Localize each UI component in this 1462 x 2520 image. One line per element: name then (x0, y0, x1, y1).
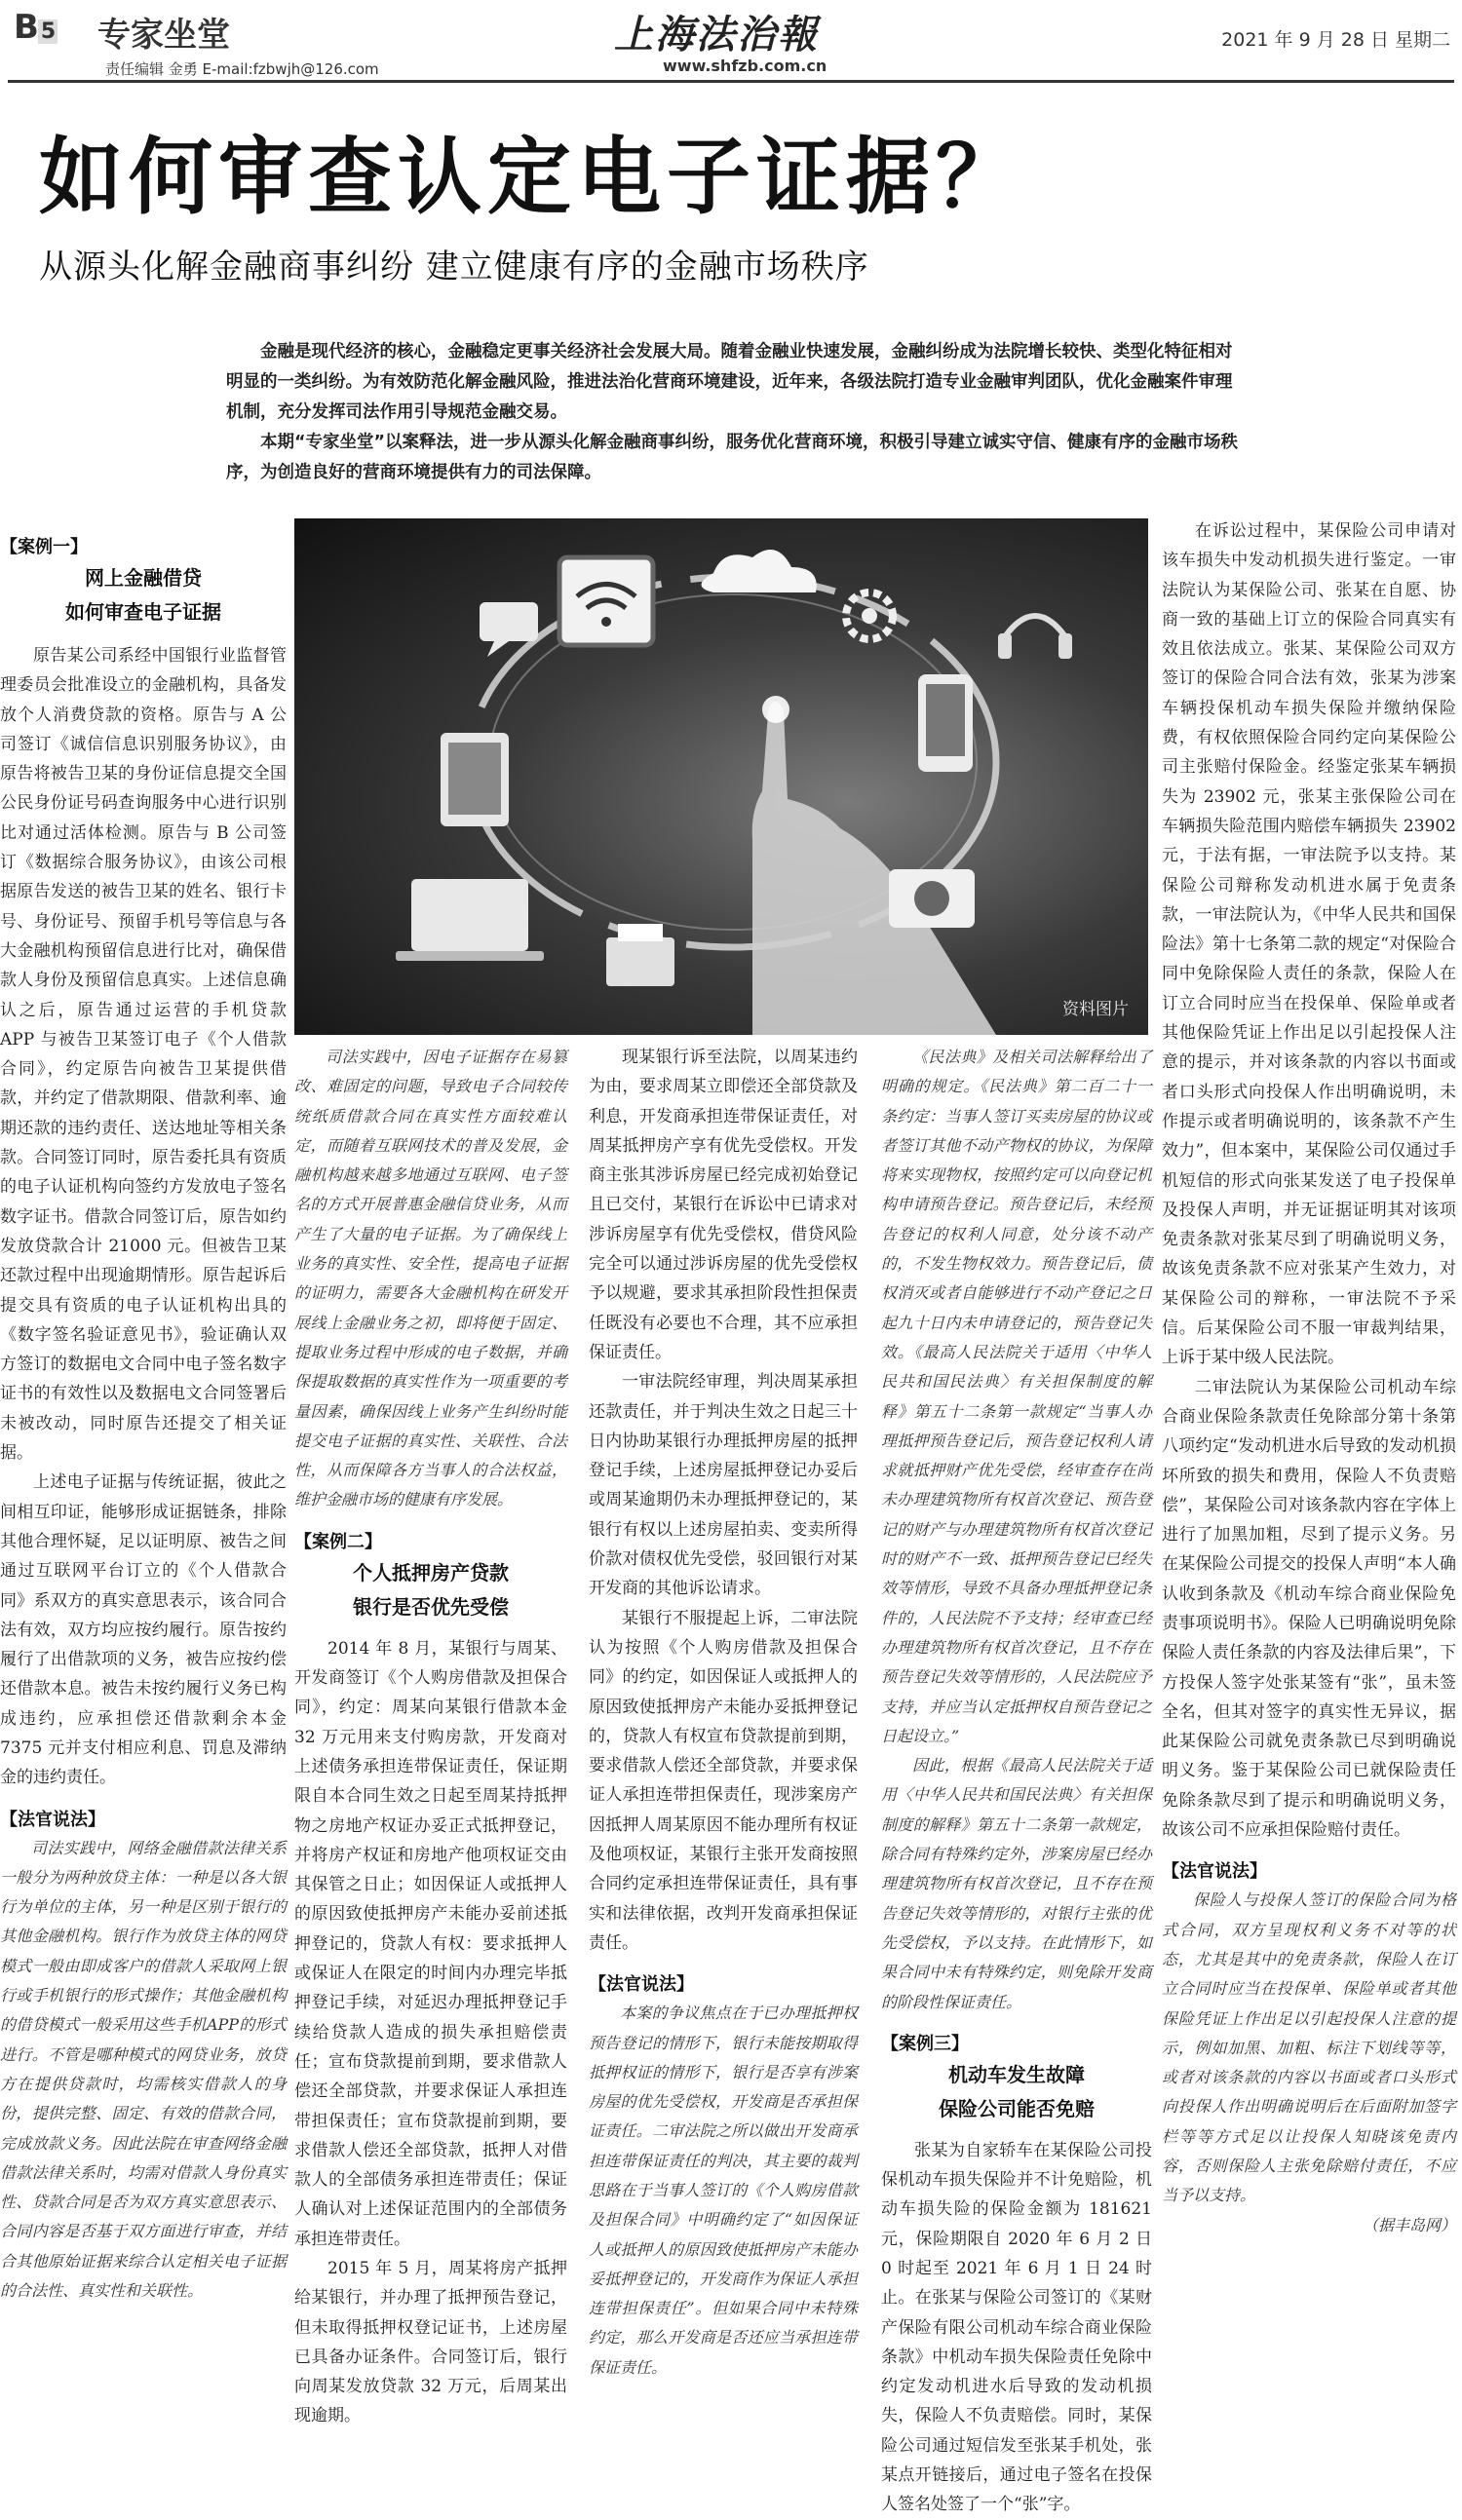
wifi-icon (559, 557, 653, 645)
case1-paragraph: 原告某公司系经中国银行业监督管理委员会批准设立的金融机构，具备发放个人消费贷款的资格。原告与 A 公司签订《诚信信息识别服务协议》，由原告将被告卫某的身份证信息提交全国公民身份证号码查询服务中心进行识别比对通过活体检测。原告与 B 公司签订《数据综合服务协议》，由该公司根据原告发送的被告卫某的姓名、银行卡号、身份证号、预留手机号等信息与各大金融机构预留信息进行比对，确保借款人身份及预留信息真实。上述信息确认之后，原告通过运营的手机贷款 APP 与被告卫某签订电子《个人借款合同》，约定原告向被告卫某提供借款，并约定了借款期限、借款利率、逾期还款的违约责任、送达地址等相关条款。合同签订同时，原告委托具有资质的电子认证机构向签约方发放电子签名数字证书。借款合同签订后，原告如约发放贷款合计 21000 元。但被告卫某还款过程中出现逾期情形。原告起诉后提交具有资质的电子认证机构出具的《数字签名验证意见书》，验证确认双方签订的数据电文合同中电子签名数字证书的有效性以及数据电文合同签署后未被改动，同时原告还提交了相关证据。 (0, 646, 287, 1464)
case2-body (294, 1634, 567, 2431)
subheadline: 从源头化解金融商事纠纷 建立健康有序的金融市场秩序 (39, 248, 869, 286)
editor-line: 责任编辑 金勇 E-mail:fzbwjh@126.com (105, 60, 379, 78)
case3-body-cont (1162, 516, 1456, 1845)
newspaper-url[interactable]: www.shfzb.com.cn (663, 57, 827, 75)
column-3 (589, 1043, 858, 2377)
note1-tag: 【法官说法】 (0, 1809, 105, 1830)
column-1 (0, 534, 287, 2301)
intro-paragraph: 本期“专家坐堂”以案释法，进一步从源头化解金融商事纠纷，服务优化营商环境，积极引导建立诚实守信、健康有序的金融市场秩序，为创造良好的营商环境提供有力的司法保障。 (226, 433, 1238, 482)
case3-title-line1: 机动车发生故障 (948, 2062, 1085, 2086)
column-2 (294, 1043, 567, 2426)
smartphone-icon (918, 674, 973, 772)
case2-paragraph: 一审法院经审理，判决周某承担还款责任，并于判决生效之日起三十日内协助某银行办理抵押房屋的抵押登记手续，上述房屋抵押登记办妥后或周某逾期仍未办理抵押登记的，某银行有权以上述房屋拍卖、变卖所得价款对债权优先受偿，驳回银行对某开发商的其他诉讼请求。 (589, 1372, 858, 1599)
case2-title-line1: 个人抵押房产贷款 (353, 1560, 509, 1585)
cloud-icon (702, 550, 817, 592)
page-number (14, 8, 58, 47)
case3-paragraph: 在诉讼过程中，某保险公司申请对该车损失中发动机损失进行鉴定。一审法院认为某保险公司、张某在自愿、协商一致的基础上订立的保险合同真实有效且依法成立。张某、某保险公司双方签订的保险合同合法有效，张某为涉案车辆投保机动车损失保险并缴纳保险费，有权依照保险合同约定向某保险公司主张赔付保险金。经鉴定张某车辆损失为 23902 元，张某主张保险公司在车辆损失险范围内赔偿车辆损失 23902 元，于法有据，一审法院予以支持。某保险公司辩称发动机进水属于免责条款，一审法院认为，《中华人民共和国保险法》第十七条第二款的规定“对保险合同中免除保险人责任的条款，保险人在订立合同时应当在投保单、保险单或者其他保险凭证上作出足以引起投保人注意的提示，并对该条款的内容以书面或者口头形式向投保人作出明确说明，未作提示或者明确说明的，该条款不产生效力”，但本案中，某保险公司仅通过手机短信的形式向张某发送了电子投保单及投保人声明，并无证据证明其对该项免责条款对张某尽到了明确说明义务，故该免责条款不应对张某产生效力，对某保险公司的辩称，一审法院不予采信。后某保险公司不服一审裁判结果，上诉于某中级人民法院。 (1162, 521, 1456, 1368)
photo-caption: 资料图片 (1062, 1000, 1129, 1019)
column-name: 专家坐堂 (97, 16, 230, 55)
note2-body-cont (881, 1043, 1152, 2017)
tablet-icon (441, 733, 509, 826)
printer-icon (606, 924, 674, 986)
note2-paragraph: 《民法典》及相关司法解释给出了明确的规定。《民法典》第二百二十一条约定：当事人签订买卖房屋的协议或者签订其他不动产物权的协议，为保障将来实现物权，按照约定可以向登记机构申请预告登记。预告登记后，未经预告登记的权利人同意，处分该不动产的，不发生物权效力。预告登记后，债权消灭或者自能够进行不动产登记之日起九十日内未申请登记的，预告登记失效。《最高人民法院关于适用〈中华人民共和国民法典〉有关担保制度的解释》第五十二条第一款规定“当事人办理抵押预告登记后，预告登记权利人请求就抵押财产优先受偿，经审查存在尚未办理建筑物所有权首次登记、预告登记的财产与办理建筑物所有权首次登记时的财产不一致、抵押预告登记已经失效等情形，导致不具备办理抵押登记条件的，人民法院不予支持；经审查已经办理建筑物所有权首次登记，且不存在预告登记失效等情形的，人民法院应予支持，并应当认定抵押权自预告登记之日起设立。” (881, 1048, 1152, 1745)
case2-title-line2: 银行是否优先受偿 (353, 1594, 509, 1619)
case2-paragraph: 现某银行诉至法院，以周某违约为由，要求周某立即偿还全部贷款及利息，开发商承担连带保证责任，对周某抵押房产享有优先受偿权。开发商主张其涉诉房屋已经完成初始登记且已交付，某银行在诉讼中已请求对涉诉房屋享有优先受偿权，借贷风险完全可以通过涉诉房屋的优先受偿权予以规避，要求其承担阶段性担保责任既没有必要也不合理，其不应承担保证责任。 (589, 1048, 858, 1362)
intro-paragraphs (226, 337, 1240, 488)
note3-byline: （据丰岛网） (1362, 2215, 1456, 2234)
case2-paragraph: 某银行不服提起上诉，二审法院认为按照《个人购房借款及担保合同》的约定，如因保证人或抵押人的原因致使抵押房产未能办妥抵押登记的，贷款人有权宣布贷款提前到期，要求借款人偿还全部贷款，并要求保证人承担连带担保责任，现涉案房产因抵押人周某原因不能办理所有权证及他项权证，某银行主张开发商按照合同约定承担连带保证责任，具有事实和法律依据，改判开发商承担保证责任。 (589, 1608, 858, 1953)
case1-tag: 【案例一】 (0, 537, 88, 557)
note2-paragraph: 因此，根据《最高人民法院关于适用〈中华人民共和国民法典〉有关担保制度的解释》第五十二条第一款规定，除合同有特殊约定外，涉案房屋已经办理建筑物所有权首次登记，且不存在预告登记失效等情形的，对银行主张的优先受偿权，予以支持。在此情形下，如果合同中未有特殊约定，则免除开发商的阶段性保证责任。 (881, 1756, 1152, 2011)
case1-body (0, 641, 287, 1793)
page-number-digit: 5 (38, 19, 58, 44)
note3-tag: 【法官说法】 (1162, 1861, 1267, 1883)
case3-paragraph: 张某为自家轿车在某保险公司投保机动车损失保险并不计免赔险，机动车损失险的保险金额为 181621 元，保险期限自 2020 年 6 月 2 日 0 时起至 2021 年 6 月 1 日 24 时止。在张某与保险公司签订的《某财产保险有限公司机动车综合商业保险条款》中机动车损失保险责任免除中约定发动机进水后导致的发动机损失，保险人不负责赔偿。同时，某保险公司通过短信发至张某手机处，张某点开链接后，通过电子签名在投保人签名处签了一个“张”字。 (881, 2140, 1152, 2515)
note1-paragraph: 司法实践中，网络金融借款法律关系一般分为两种放贷主体：一种是以各大银行为单位的主体，另一种是区别于银行的其他金融机构。银行作为放贷主体的网贷模式一般由即成客户的借款人采取网上银行或手机银行的形式操作；其他金融机构的借贷模式一般采用这些手机APP的形式进行。不管是哪种模式的网贷业务，放贷方在提供贷款时，均需核实借款人的身份，提供完整、固定、有效的借款合同，完成放款义务。因此法院在审查网络金融借款法律关系时，均需对借款人身份真实性、贷款合同是否为双方真实意思表示、合同内容是否基于双方面进行审查，并结合其他原始证据来综合认定相关电子证据的合法性、真实性和关联性。 (0, 1838, 287, 2301)
masthead-rule (8, 80, 1454, 83)
note3-paragraph: 保险人与投保人签订的保险合同为格式合同，双方呈现权利义务不对等的状态，尤其是其中的免责条款，保险人在订立合同时应当在投保单、保险单或者其他保险凭证上作出足以引起投保人注意的提示，例如加黑、加粗、标注下划线等等，或者对该条款的内容以书面或者口头形式向投保人作出明确说明后在后面附加签字栏等等方式足以让投保人知晓该免责内容，否则保险人主张免除赔付责任，不应当予以支持。 (1162, 1890, 1456, 2205)
intro-paragraph: 金融是现代经济的核心，金融稳定更事关经济社会发展大局。随着金融业快速发展，金融纠纷成为法院增长较快、类型化特征相对明显的一类纠纷。为有效防范化解金融风险，推进法治化营商环境建设，近年来，各级法院打造专业金融审判团队，优化金融案件审理机制，充分发挥司法作用引导规范金融交易。 (226, 342, 1233, 422)
case2-body-cont (589, 1043, 858, 1958)
case3-title-line2: 保险公司能否免赔 (939, 2096, 1095, 2120)
column-5 (1162, 516, 1456, 2234)
masthead (0, 0, 1462, 84)
case2-paragraph: 2015 年 5 月，周某将房产抵押给某银行，并办理了抵押预告登记，但未取得抵押权登记证书，上述房屋已具备办证条件。合同签订后，银行向周某发放贷款 32 万元，后周某出现逾期。 (294, 2258, 567, 2426)
note1-paragraph: 司法实践中，因电子证据存在易篡改、难固定的问题，导致电子合同较传统纸质借款合同在真实性方面较难认定，而随着互联网技术的普及发展，金融机构越来越多地通过互联网、电子签名的方式开展普惠金融信贷业务，从而产生了大量的电子证据。为了确保线上业务的真实性、安全性，提高电子证据的证明力，需要各大金融机构在研发开展线上金融业务之初，即将便于固定、提取业务过程中形成的电子数据，并确保提取数据的真实性作为一项重要的考量因素，确保因线上业务产生纠纷时能提交电子证据的真实性、关联性、合法性，从而保障各方当事人的合法权益，维护金融市场的健康有序发展。 (294, 1048, 567, 1509)
case3-tag: 【案例三】 (881, 2033, 969, 2054)
case1-title-line1: 网上金融借贷 (85, 566, 202, 590)
case1-title-line2: 如何审查电子证据 (65, 600, 221, 624)
note2-tag: 【法官说法】 (589, 1974, 694, 1996)
case1-paragraph: 上述电子证据与传统证据，彼此之间相互印证，能够形成证据链条，排除其他合理怀疑，足以证明原、被告之间通过互联网平台订立的《个人借款合同》系双方的真实意思表示，该合同合法有效，双方均应按约履行。原告按约履行了出借款项的义务，被告应按约偿还借款本息。被告未按约履行义务已构成违约，应承担偿还借款剩余本金 7375 元并支付相应利息、罚息及滞纳金的违约责任。 (0, 1472, 287, 1788)
case2-tag: 【案例二】 (294, 1531, 382, 1552)
note1-body-cont (294, 1043, 567, 1515)
note2-paragraph: 本案的争议焦点在于已办理抵押权预告登记的情形下，银行未能按期取得抵押权证的情形下，银行是否享有涉案房屋的优先受偿权，开发商是否承担保证责任。二审法院之所以做出开发商承担连带保证责任的判决，其主要的裁判思路在于当事人签订的《个人购房借款及担保合同》中明确约定了“如因保证人或抵押人的原因致使抵押房产未能办妥抵押登记的，开发商作为保证人承担连带担保责任”。但如果合同中未特殊约定，那么开发商是否还应当承担连带保证责任。 (589, 2004, 858, 2377)
case2-paragraph: 2014 年 8 月，某银行与周某、开发商签订《个人购房借款及担保合同》，约定：周某向某银行借款本金 32 万元用来支付购房款，开发商对上述债务承担连带保证责任，保证期限自本合同生效之日起至周某持抵押物之房地产权证办妥正式抵押登记，并将房产权证和房地产他项权证交由其保管之日止；如因保证人或抵押人的原因致使抵押房产未能办妥前述抵押登记的，贷款人有权：要求抵押人或保证人在限定的时间内办理完毕抵押登记手续，对延迟办理抵押登记手续给贷款人造成的损失承担赔偿责任；宣布贷款提前到期，要求借款人偿还全部贷款，并要求保证人承担连带担保责任；宣布贷款提前到期，要求借款人偿还全部贷款，抵押人对借款人的全部债务承担连带责任；保证人确认对上述保证范围内的全部债务承担连带责任。 (294, 1638, 567, 2249)
note3-body (1162, 1886, 1456, 2210)
photo-illustration (294, 518, 1148, 1035)
feature-photo (294, 518, 1148, 1035)
page-letter: B (14, 8, 38, 47)
note2-body (589, 1999, 858, 2383)
case3-paragraph: 二审法院认为某保险公司机动车综合商业保险条款责任免除部分第十条第八项约定“发动机进水后导致的发动机损坏所致的损失和费用，保险人不负责赔偿”，某保险公司对该条款内容在字体上进行了加黑加粗，尽到了提示义务。另在某保险公司提交的投保人声明“本人确认收到条款及《机动车综合商业保险免责事项说明书》。保险人已明确说明免除保险人责任条款的内容及法律后果”，下方投保人签字处张某签有“张”，虽未签全名，但其对签字的真实性无异议，据此某保险公司就免责条款已尽到明确说明义务。鉴于某保险公司已就保险责任免除条款尽到了提示和明确说明义务，故该公司不应承担保险赔付责任。 (1162, 1377, 1456, 1841)
note1-body (0, 1834, 287, 2307)
column-4 (881, 1043, 1152, 2515)
camera-icon (889, 869, 975, 928)
case3-body (881, 2136, 1152, 2520)
laptop-icon (396, 879, 544, 961)
issue-date: 2021 年 9 月 28 日 星期二 (1221, 29, 1450, 51)
headset-icon (998, 616, 1072, 659)
newspaper-logo: 上海法治報 (614, 12, 819, 57)
headline: 如何审查认定电子证据？ (39, 129, 1025, 226)
